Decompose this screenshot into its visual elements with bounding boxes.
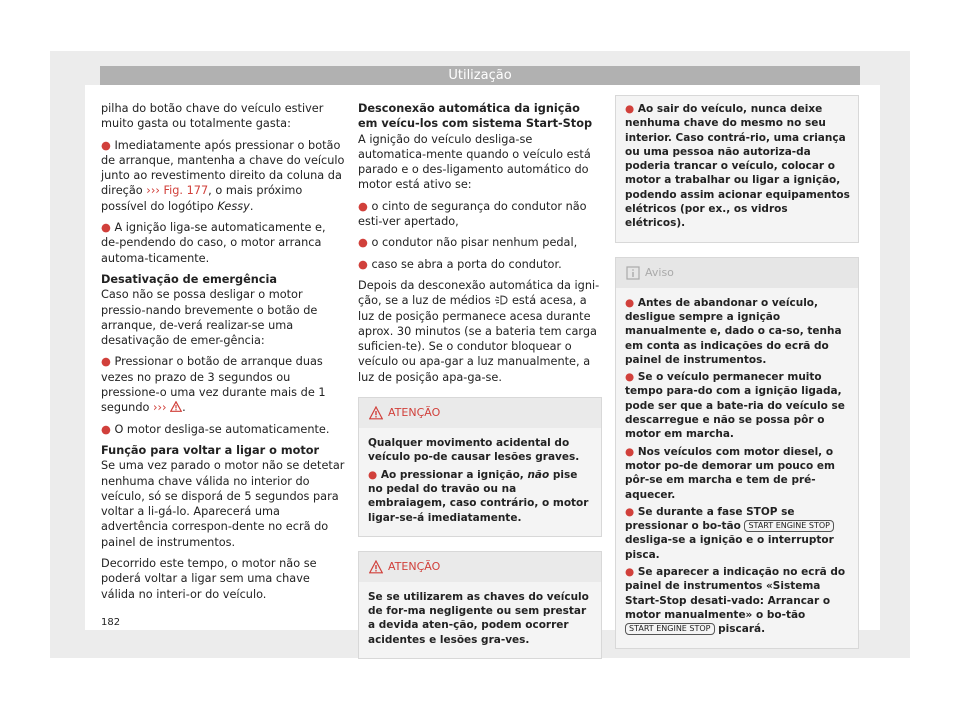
warning-body [616, 96, 858, 242]
bullet-item: ● Nos veículos com motor diesel, o motor po-de demorar um pouco em pôr-se em marcha e tem de pré-aquecer. [625, 445, 835, 501]
note-box-header [616, 258, 858, 288]
start-engine-stop-key: START ENGINE STOP [625, 623, 715, 635]
column-left [101, 101, 345, 608]
bullet-item: ● Ao sair do veículo, nunca deixe nenhuma chave do mesmo no seu interior. Caso contrá-rio, uma criança ou uma pessoa não autoriza-da poderia trancar o veículo, colocar o motor a trabalhar ou ligar a ignição, podendo assim acionar equipamentos elétricos (por ex., os vidros elétricos). [625, 103, 850, 230]
info-icon [626, 266, 640, 280]
bullet-item: ● Se durante a fase STOP se pressionar o bo-tão START ENGINE STOP desliga-se a ignição e o interruptor pisca. [625, 505, 834, 561]
paragraph: Depois da desconexão automática da igni-ção, se a luz de médios está acesa, a luz de posição permanece acesa durante aprox. 30 minutos (se a bateria tem carga suficien-te). Se o condutor bloquear o veículo ou apa-gar a luz manualmente, a luz de posição apa-ga-se. [358, 278, 600, 384]
section-heading: Desconexão automática da ignição em veícu-los com sistema Start-Stop [358, 102, 593, 131]
warning-icon [170, 401, 182, 412]
warning-body [359, 582, 601, 658]
warning-box-header [359, 552, 601, 582]
figure-link[interactable]: ››› Fig. 177 [146, 184, 209, 198]
paragraph: Se se utilizarem as chaves do veículo de for-ma negligente ou sem prestar a devida aten-ção, podem ocorrer acidentes e lesões gra-ves. [368, 590, 589, 646]
warning-box-continued [615, 95, 859, 243]
bullet-item: ● o condutor não pisar nenhum pedal, [358, 236, 578, 250]
bullet-icon: ● [101, 355, 111, 369]
bullet-icon: ● [625, 296, 635, 309]
bullet-icon: ● [101, 138, 111, 152]
section-heading: Desativação de emergência [101, 272, 277, 286]
paragraph: Decorrido este tempo, o motor não se poderá voltar a ligar sem uma chave válida no interi-or do veículo. [101, 557, 317, 601]
page-number: 182 [101, 617, 121, 628]
warning-icon [369, 560, 383, 574]
column-middle [358, 101, 602, 659]
paragraph: Se uma vez parado o motor não se detetar nenhuma chave válida no interior do veículo, só se disporá de 5 segundos para voltar a li-gá-lo. Aparecerá uma advertência correspon-dente no ecrã do painel de instrumentos. [101, 459, 345, 549]
warning-title: ATENÇÃO [388, 559, 441, 573]
bullet-icon: ● [625, 103, 635, 115]
warning-body [359, 428, 601, 536]
bullet-item: ● Se o veículo permanecer muito tempo para-do com a ignição ligada, pode ser que a bate-ria do veículo se descarregue e não se possa pôr o motor em marcha. [625, 371, 845, 441]
section-heading: Função para voltar a ligar o motor [101, 443, 320, 457]
bullet-icon: ● [625, 371, 635, 384]
bullet-icon: ● [625, 505, 635, 518]
bullet-item: ● A ignição liga-se automaticamente e, de-pendendo do caso, o motor arranca automa-ticamente. [101, 221, 326, 265]
bullet-item: ● Pressionar o botão de arranque duas vezes no prazo de 3 segundos ou pressione-o uma vez durante mais de 1 segundo ››› . [101, 355, 326, 415]
paragraph: Caso não se possa desligar o motor pressio-nando brevemente o botão de arranque, de-verá realizar-se uma desativação de emer-gência: [101, 288, 318, 348]
start-engine-stop-key: START ENGINE STOP [744, 520, 834, 532]
paragraph: pilha do botão chave do veículo estiver muito gasta ou totalmente gasta: [101, 102, 324, 131]
warning-box [358, 551, 602, 659]
warning-box-header [359, 398, 601, 428]
bullet-icon: ● [101, 422, 111, 436]
column-right [615, 95, 859, 649]
bullet-icon: ● [625, 566, 635, 579]
bullet-item: ● Ao pressionar a ignição, não pise no pedal do travão ou na embraiagem, caso contrário, o motor ligar-se-á imediatamente. [368, 468, 589, 524]
bullet-item: ● caso se abra a porta do condutor. [358, 257, 562, 271]
bullet-icon: ● [358, 236, 368, 250]
section-header: Utilização [100, 66, 860, 85]
note-box [615, 257, 859, 649]
bullet-icon: ● [101, 221, 111, 235]
bullet-item: ● Imediatamente após pressionar o botão de arranque, mantenha a chave do veículo junto ao revestimento direito da coluna da direção ››› Fig. 177, o mais próximo possível do logótipo Kessy. [101, 138, 345, 213]
bullet-item: ● o cinto de segurança do condutor não esti-ver apertado, [358, 199, 587, 229]
low-beam-icon [494, 295, 508, 305]
paragraph: A ignição do veículo desliga-se automatica-mente quando o veículo está parado e o des-ligamento automático do motor está ativo se: [358, 132, 591, 192]
bullet-item: ● O motor desliga-se automaticamente. [101, 422, 330, 436]
note-title: Aviso [645, 265, 674, 279]
bullet-icon: ● [358, 199, 368, 213]
bullet-icon: ● [368, 468, 378, 481]
bullet-item: ● Se aparecer a indicação no ecrã do painel de instrumentos «Sistema Start-Stop desati-vado: Arrancar o motor manualmente» o bo-tão START ENGINE STOP piscará. [625, 566, 846, 636]
note-body [616, 288, 858, 648]
paragraph: Qualquer movimento acidental do veículo po-de causar lesões graves. [368, 437, 580, 464]
warning-box [358, 397, 602, 537]
warning-link[interactable]: ››› [153, 401, 167, 415]
bullet-icon: ● [358, 257, 368, 271]
warning-icon [369, 406, 383, 420]
bullet-icon: ● [625, 445, 635, 458]
warning-title: ATENÇÃO [388, 406, 441, 420]
bullet-item: ● Antes de abandonar o veículo, desligue sempre a ignição manualmente e, dado o ca-so, tenha em conta as indicações do ecrã do painel de instrumentos. [625, 296, 842, 366]
